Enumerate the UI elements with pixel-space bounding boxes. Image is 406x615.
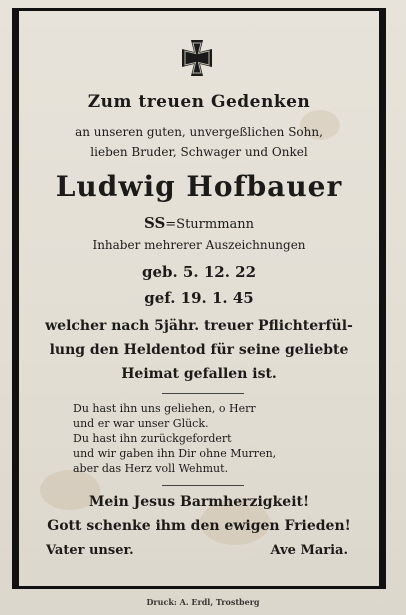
intro-line-2: lieben Bruder, Schwager und Onkel — [90, 145, 308, 159]
poem-line: aber das Herz voll Wehmut. — [73, 462, 229, 475]
poem-line: und wir gaben ihn Dir ohne Murren, — [73, 447, 277, 460]
prayer-mercy: Mein Jesus Barmherzigkeit! — [88, 494, 310, 510]
printer-imprint: Druck: A. Erdl, Trostberg — [146, 597, 260, 607]
prayer-our-father: Vater unser. — [46, 543, 134, 558]
poem-line: Du hast ihn uns geliehen, o Herr — [73, 402, 256, 415]
fate-line-2: lung den Heldentod für seine geliebte — [49, 342, 349, 358]
prayer-peace: Gott schenke ihm den ewigen Frieden! — [47, 518, 351, 534]
intro-line-1: an unseren guten, unvergeßlichen Sohn, — [75, 125, 323, 139]
rank-line — [19, 214, 379, 232]
iron-cross-icon — [177, 38, 217, 78]
birth-date: geb. 5. 12. 22 — [141, 263, 257, 281]
rank-title: =Sturmmann — [165, 217, 255, 232]
prayer-hail-mary: Ave Maria. — [270, 543, 348, 558]
death-date: gef. 19. 1. 45 — [144, 289, 254, 307]
divider — [162, 485, 244, 486]
poem-line: und er war unser Glück. — [73, 417, 209, 430]
fate-line-3: Heimat gefallen ist. — [121, 366, 277, 382]
rank-prefix: SS — [143, 214, 166, 232]
decorations-line: Inhaber mehrerer Auszeichnungen — [92, 238, 306, 252]
poem-line: Du hast ihn zurückgefordert — [73, 432, 232, 445]
fate-line-1: welcher nach 5jähr. treuer Pflichterfül- — [45, 318, 353, 334]
title: Zum treuen Gedenken — [87, 92, 311, 112]
deceased-name: Ludwig Hofbauer — [55, 170, 343, 203]
divider — [162, 393, 244, 394]
